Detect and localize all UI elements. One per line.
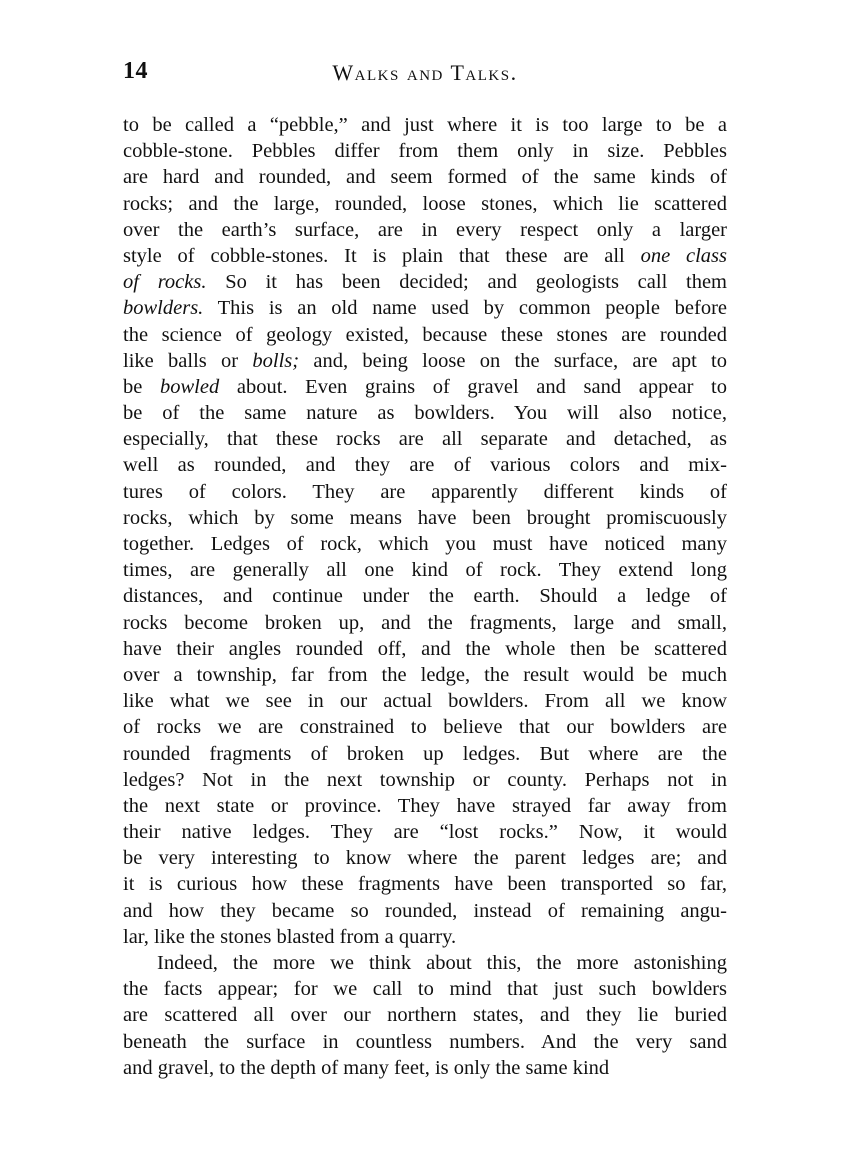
text-run: have their angles rounded off, and the whole then be scattered	[123, 637, 727, 660]
text-line	[123, 976, 727, 1002]
text-line	[123, 871, 727, 897]
text-run: tures of colors. They are apparently different kinds of	[123, 480, 727, 503]
text-run: be very interesting to know where the parent ledges are; and	[123, 847, 727, 870]
text-run: rounded fragments of broken up ledges. But where are the	[123, 742, 727, 765]
text-run: about. Even grains of gravel and sand appear to	[219, 375, 727, 398]
text-line	[123, 217, 727, 243]
text-run: and, being loose on the surface, are apt to	[299, 349, 727, 372]
text-run: to be called a “pebble,” and just where it is too large to be a	[123, 114, 727, 136]
text-line	[123, 898, 727, 924]
text-line	[123, 688, 727, 714]
text-run: and how they became so rounded, instead of remaining angu-	[123, 899, 727, 922]
page-number: 14	[123, 58, 148, 84]
text-line	[123, 741, 727, 767]
text-run: like balls or	[123, 349, 253, 372]
text-run: it is curious how these fragments have been transported so far,	[123, 873, 727, 896]
text-line	[123, 479, 727, 505]
text-line	[123, 819, 727, 845]
text-run: distances, and continue under the earth. Should a ledge of	[123, 585, 727, 608]
text-line	[123, 164, 727, 190]
text-run: ledges? Not in the next township or county. Perhaps not in	[123, 768, 727, 791]
text-run: are hard and rounded, and seem formed of the same kinds of	[123, 166, 727, 189]
text-run: be of the same nature as bowlders. You will also notice,	[123, 402, 727, 425]
text-line	[123, 610, 727, 636]
body-text	[123, 112, 727, 1081]
text-line	[123, 662, 727, 688]
text-run: rocks, which by some means have been brought promiscuously	[123, 506, 727, 529]
text-run: the science of geology existed, because these stones are rounded	[123, 323, 727, 346]
text-line	[123, 636, 727, 662]
text-line	[123, 767, 727, 793]
text-line	[123, 191, 727, 217]
text-run: times, are generally all one kind of rock. They extend long	[123, 559, 727, 582]
text-line	[123, 295, 727, 321]
italic-text: of rocks.	[123, 271, 207, 294]
text-run: the facts appear; for we call to mind that just such bowlders	[123, 978, 727, 1001]
text-line	[123, 138, 727, 164]
text-line	[123, 583, 727, 609]
text-line	[123, 112, 727, 138]
text-line	[123, 557, 727, 583]
text-run: of rocks we are constrained to believe that our bowlders are	[123, 716, 727, 739]
text-line	[123, 924, 727, 950]
text-run: especially, that these rocks are all separate and detached, as	[123, 428, 727, 451]
text-line	[123, 714, 727, 740]
text-run: the next state or province. They have strayed far away from	[123, 794, 727, 817]
text-run: style of cobble-stones. It is plain that these are all	[123, 244, 641, 267]
text-line	[123, 243, 727, 269]
text-line	[123, 845, 727, 871]
text-line	[123, 793, 727, 819]
text-run: Indeed, the more we think about this, the more astonishing	[157, 952, 727, 974]
text-line	[123, 400, 727, 426]
text-line	[123, 348, 727, 374]
text-run: their native ledges. They are “lost rocks.” Now, it would	[123, 821, 727, 844]
text-line	[123, 1055, 727, 1081]
running-head	[123, 58, 727, 92]
text-line	[123, 1002, 727, 1028]
text-run: like what we see in our actual bowlders. From all we know	[123, 690, 727, 713]
text-run: So it has been decided; and geologists call them	[206, 271, 727, 294]
text-line	[123, 1029, 727, 1055]
text-run: and gravel, to the depth of many feet, is only the same kind	[123, 1056, 610, 1079]
italic-text: bolls;	[252, 349, 300, 372]
text-line	[123, 374, 727, 400]
italic-text: bowlders.	[123, 297, 204, 320]
text-line	[123, 950, 727, 976]
text-line	[123, 426, 727, 452]
text-run: together. Ledges of rock, which you must have noticed many	[123, 533, 727, 555]
paragraph	[123, 112, 727, 950]
text-run: This is an old name used by common people before	[203, 297, 727, 320]
text-run: be	[123, 375, 160, 398]
text-line	[123, 269, 727, 295]
running-title: Walks and Talks.	[332, 60, 518, 85]
text-run: lar, like the stones blasted from a quarry.	[123, 925, 457, 948]
text-run: over the earth’s surface, are in every respect only a larger	[123, 218, 727, 241]
text-run: cobble-stone. Pebbles differ from them only in size. Pebbles	[123, 140, 727, 163]
text-run: beneath the surface in countless numbers. And the very sand	[123, 1030, 727, 1053]
text-run: rocks become broken up, and the fragments, large and small,	[123, 611, 727, 634]
text-run: well as rounded, and they are of various colors and mix-	[123, 454, 727, 477]
italic-text: one class	[640, 244, 727, 267]
italic-text: bowled	[160, 375, 220, 398]
text-line	[123, 452, 727, 478]
text-run: are scattered all over our northern states, and they lie buried	[123, 1004, 727, 1027]
text-run: over a township, far from the ledge, the result would be much	[123, 663, 727, 686]
text-line	[123, 322, 727, 348]
text-line	[123, 531, 727, 557]
text-line	[123, 505, 727, 531]
paragraph	[123, 950, 727, 1081]
text-run: rocks; and the large, rounded, loose stones, which lie scattered	[123, 192, 727, 215]
